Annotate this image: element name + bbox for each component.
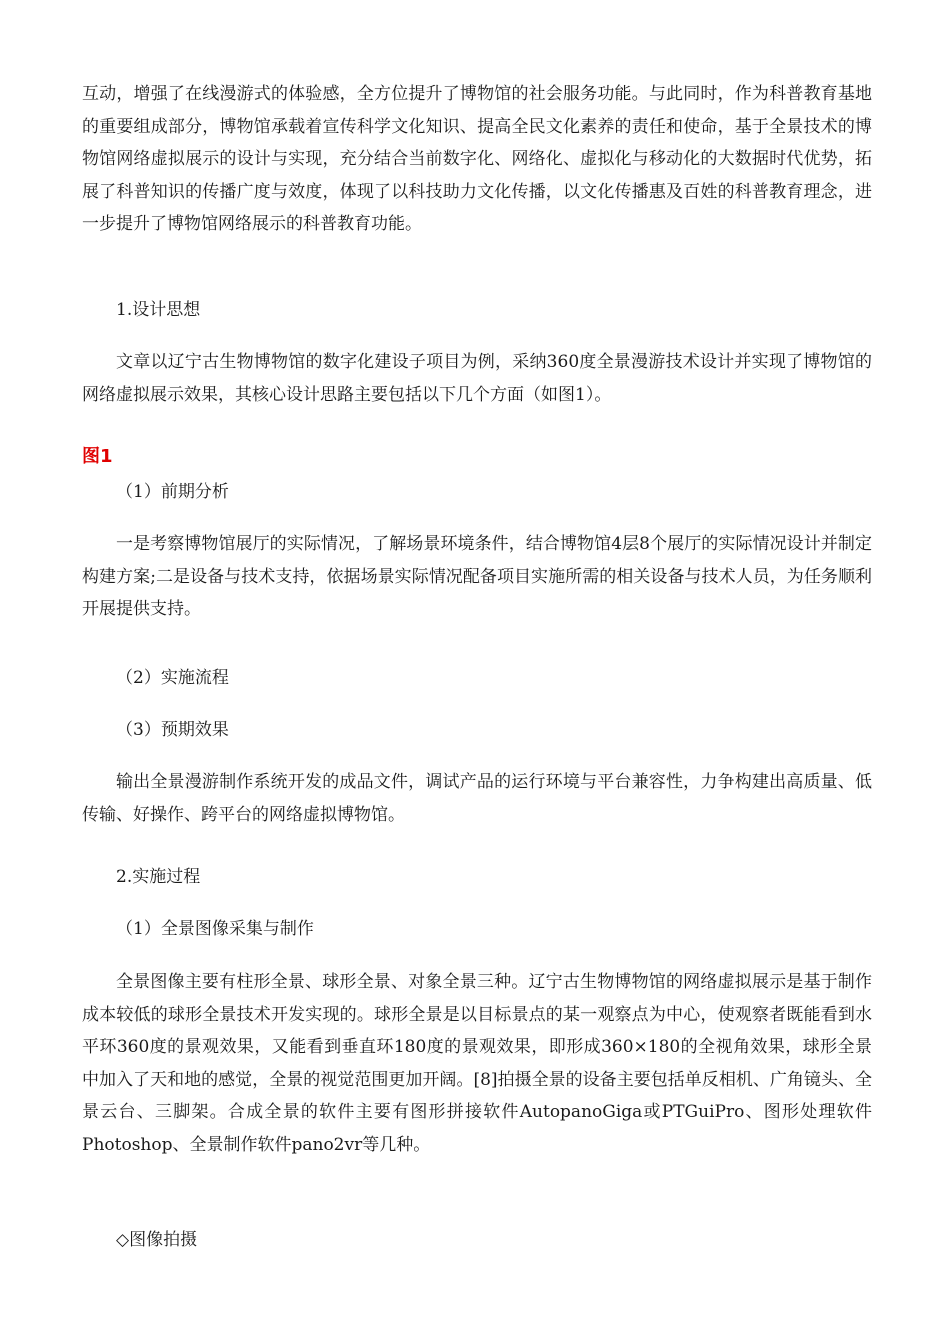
paragraph-design-summary [82,346,872,411]
heading-implementation-flow: （2）实施流程 [116,668,229,688]
figure-label: 图1 [82,446,113,467]
paragraph-text: 全景图像主要有柱形全景、球形全景、对象全景三种。辽宁古生物博物馆的网络虚拟展示是基于制作成本较低的球形全景技术开发实现的。球形全景是以目标景点的某一观察点为中心，使观察者既能看到水平环360度的景观效果，又能看到垂直环180度的景观效果，即形成360×180的全视角效果，球形全景中加入了天和地的感觉，全景的视觉范围更加开阔。[8]拍摄全景的设备主要包括单反相机、广角镜头、全景云台、三脚架。合成全景的软件主要有图形拼接软件AutopanoGiga或PTGuiPro、图形处理软件Photoshop、全景制作软件pano2vr等几种。 [82,972,872,1155]
heading-panorama-capture: （1）全景图像采集与制作 [116,919,314,939]
heading-design-idea: 1.设计思想 [116,300,201,320]
paragraph-text: 文章以辽宁古生物博物馆的数字化建设子项目为例，采纳360度全景漫游技术设计并实现了博物馆的网络虚拟展示效果，其核心设计思路主要包括以下几个方面（如图1）。 [82,352,872,405]
heading-implementation-process: 2.实施过程 [116,867,201,887]
heading-image-shooting: ◇图像拍摄 [116,1230,198,1250]
paragraph-intro [82,78,872,241]
paragraph-text: 一是考察博物馆展厅的实际情况，了解场景环境条件，结合博物馆4层8个展厅的实际情况设计并制定构建方案;二是设备与技术支持，依据场景实际情况配备项目实施所需的相关设备与技术人员，为任务顺利开展提供支持。 [82,534,872,619]
paragraph-text: 输出全景漫游制作系统开发的成品文件，调试产品的运行环境与平台兼容性，力争构建出高质量、低传输、好操作、跨平台的网络虚拟博物馆。 [82,772,872,825]
paragraph-expected-effect [82,766,872,831]
paragraph-panorama [82,966,872,1161]
paragraph-analysis [82,528,872,626]
paragraph-text: 互动，增强了在线漫游式的体验感，全方位提升了博物馆的社会服务功能。与此同时，作为科普教育基地的重要组成部分，博物馆承载着宣传科学文化知识、提高全民文化素养的责任和使命，基于全景技术的博物馆网络虚拟展示的设计与实现，充分结合当前数字化、网络化、虚拟化与移动化的大数据时代优势，拓展了科普知识的传播广度与效度，体现了以科技助力文化传播，以文化传播惠及百姓的科普教育理念，进一步提升了博物馆网络展示的科普教育功能。 [82,84,872,234]
heading-expected-effect: （3）预期效果 [116,720,229,740]
heading-preliminary-analysis: （1）前期分析 [116,482,229,502]
